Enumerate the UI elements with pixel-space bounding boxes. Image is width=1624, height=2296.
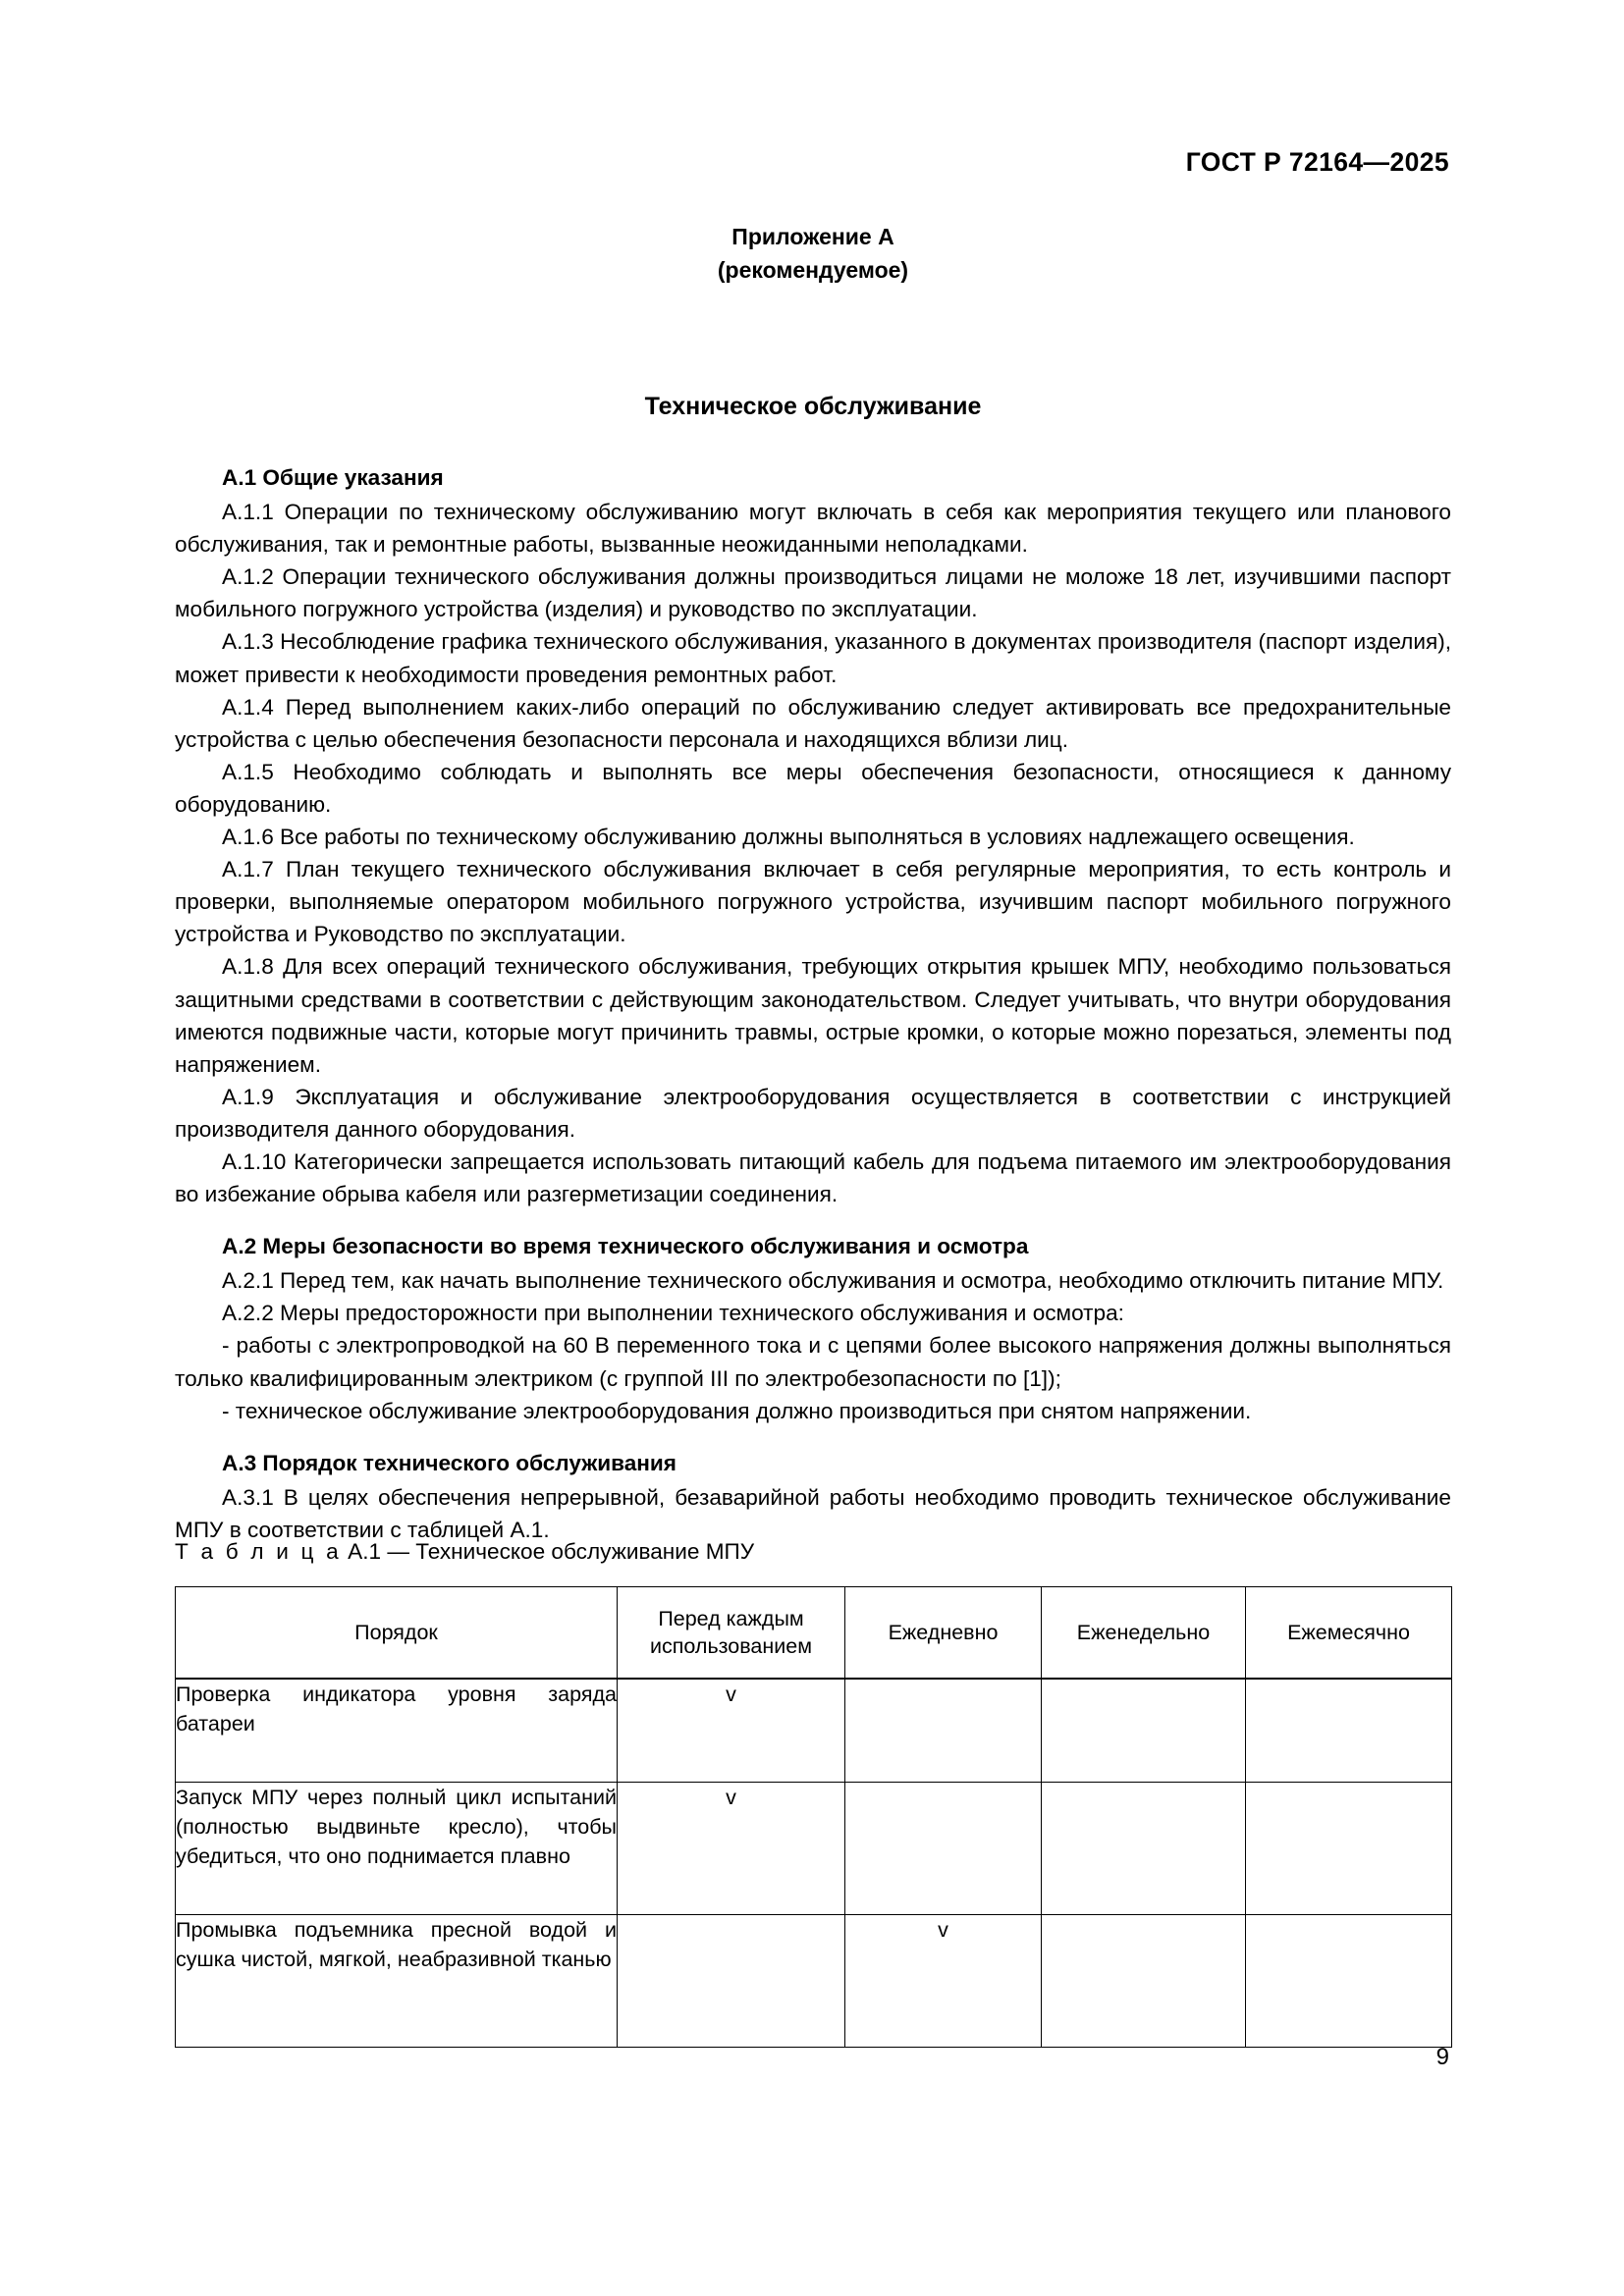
paragraph-a-1-9: А.1.9 Эксплуатация и обслуживание электрооборудования осуществляется в соответствии с инструкцией производителя данного оборудования.	[175, 1084, 1451, 1142]
list-item-de-energized-service: - техническое обслуживание электрооборудования должно производиться при снятом напряжении.	[222, 1398, 1252, 1423]
table-caption-text: Техническое обслуживание МПУ	[415, 1539, 755, 1564]
paragraph-a-1-5: А.1.5 Необходимо соблюдать и выполнять все меры обеспечения безопасности, относящиеся к данному оборудованию.	[175, 759, 1451, 817]
column-header-task: Порядок	[176, 1587, 618, 1680]
table-caption-label: Т а б л и ц а	[175, 1539, 342, 1564]
cell-task: Проверка индикатора уровня заряда батареи	[176, 1679, 618, 1783]
paragraph-a-3-1: А.3.1 В целях обеспечения непрерывной, безаварийной работы необходимо проводить техническое обслуживание МПУ в соответствии с таблицей А.1.	[175, 1484, 1451, 1542]
paragraph-a-1-8: А.1.8 Для всех операций технического обслуживания, требующих открытия крышек МПУ, необходимо пользоваться защитными средствами в соответствии с действующим законодательством. Следует учитывать, что внутри оборудования имеются подвижные части, которые могут причинить травмы, острые кромки, о которые можно порезаться, элементы под напряжением.	[175, 954, 1451, 1077]
page-number: 9	[1435, 2044, 1449, 2070]
maintenance-table-wrapper	[175, 1586, 1451, 2048]
annex-body	[175, 461, 1451, 1546]
cell-before-each-use: v	[618, 1783, 845, 1915]
maintenance-table	[175, 1586, 1452, 2048]
annex-subtitle: (рекомендуемое)	[717, 257, 909, 284]
paragraph-a-1-3: А.1.3 Несоблюдение графика технического обслуживания, указанного в документах производителя (паспорт изделия), может привести к необходимости проведения ремонтных работ.	[175, 629, 1451, 687]
annex-heading: Техническое обслуживание	[644, 393, 982, 420]
heading-a1: А.1 Общие указания	[222, 465, 444, 490]
heading-a3: А.3 Порядок технического обслуживания	[222, 1450, 677, 1475]
column-header-before-each-use	[618, 1587, 845, 1680]
cell-daily: v	[845, 1915, 1042, 2048]
cell-weekly	[1042, 1679, 1246, 1783]
column-header-monthly: Ежемесячно	[1246, 1587, 1452, 1680]
cell-before-each-use: v	[618, 1679, 845, 1783]
table-head	[176, 1587, 1452, 1680]
cell-weekly	[1042, 1915, 1246, 2048]
paragraph-a-1-6: А.1.6 Все работы по техническому обслуживанию должны выполняться в условиях надлежащего освещения.	[222, 825, 1355, 850]
paragraph-a-2-2: А.2.2 Меры предосторожности при выполнении технического обслуживания и осмотра:	[222, 1301, 1124, 1326]
document-header-standard-number: ГОСТ Р 72164—2025	[1185, 147, 1449, 177]
cell-monthly	[1246, 1783, 1452, 1915]
list-item-electrical-wiring: - работы с электропроводкой на 60 В переменного тока и с цепями более высокого напряжения должны выполняться только квалифицированным электриком (с группой III по электробезопасности по [1]);	[175, 1333, 1451, 1391]
table-caption	[175, 1539, 754, 1565]
table-caption-dash: —	[387, 1539, 409, 1564]
table-header-row	[176, 1587, 1452, 1680]
annex-title-block	[175, 220, 1451, 287]
paragraph-a-1-2: А.1.2 Операции технического обслуживания должны производиться лицами не моложе 18 лет, изучившими паспорт мобильного погружного устройства (изделия) и руководство по эксплуатации.	[175, 564, 1451, 622]
column-header-daily: Ежедневно	[845, 1587, 1042, 1680]
paragraph-a-1-10: А.1.10 Категорически запрещается использовать питающий кабель для подъема питаемого им электрооборудования во избежание обрыва кабеля или разгерметизации соединения.	[175, 1148, 1451, 1207]
paragraph-a-1-7: А.1.7 План текущего технического обслуживания включает в себя регулярные мероприятия, то есть контроль и проверки, выполняемые оператором мобильного погружного устройства, изучившим паспорт мобильного погружного устройства и Руководство по эксплуатации.	[175, 857, 1451, 947]
cell-before-each-use	[618, 1915, 845, 2048]
table-body	[176, 1679, 1452, 2048]
column-header-before-each-use-line1: Перед каждым	[658, 1607, 804, 1630]
paragraph-a-2-1: А.2.1 Перед тем, как начать выполнение технического обслуживания и осмотра, необходимо отключить питание МПУ.	[222, 1268, 1444, 1294]
cell-daily	[845, 1783, 1042, 1915]
table-row	[176, 1679, 1452, 1783]
cell-task: Промывка подъемника пресной водой и сушка чистой, мягкой, неабразивной тканью	[176, 1915, 618, 2048]
cell-daily	[845, 1679, 1042, 1783]
annex-title: Приложение А	[731, 224, 894, 249]
cell-weekly	[1042, 1783, 1246, 1915]
cell-monthly	[1246, 1915, 1452, 2048]
table-row	[176, 1783, 1452, 1915]
table-row	[176, 1915, 1452, 2048]
paragraph-a-1-1: А.1.1 Операции по техническому обслуживанию могут включать в себя как мероприятия текущего или планового обслуживания, так и ремонтные работы, вызванные неожиданными неполадками.	[175, 500, 1451, 558]
cell-monthly	[1246, 1679, 1452, 1783]
paragraph-a-1-4: А.1.4 Перед выполнением каких-либо операций по обслуживанию следует активировать все предохранительные устройства с целью обеспечения безопасности персонала и находящихся вблизи лиц.	[175, 694, 1451, 752]
heading-a2: А.2 Меры безопасности во время технического обслуживания и осмотра	[222, 1234, 1029, 1259]
column-header-weekly: Еженедельно	[1042, 1587, 1246, 1680]
table-caption-number: А.1	[348, 1539, 382, 1564]
column-header-before-each-use-line2: использованием	[650, 1634, 812, 1658]
cell-task: Запуск МПУ через полный цикл испытаний (полностью выдвиньте кресло), чтобы убедиться, что оно поднимается плавно	[176, 1783, 618, 1915]
